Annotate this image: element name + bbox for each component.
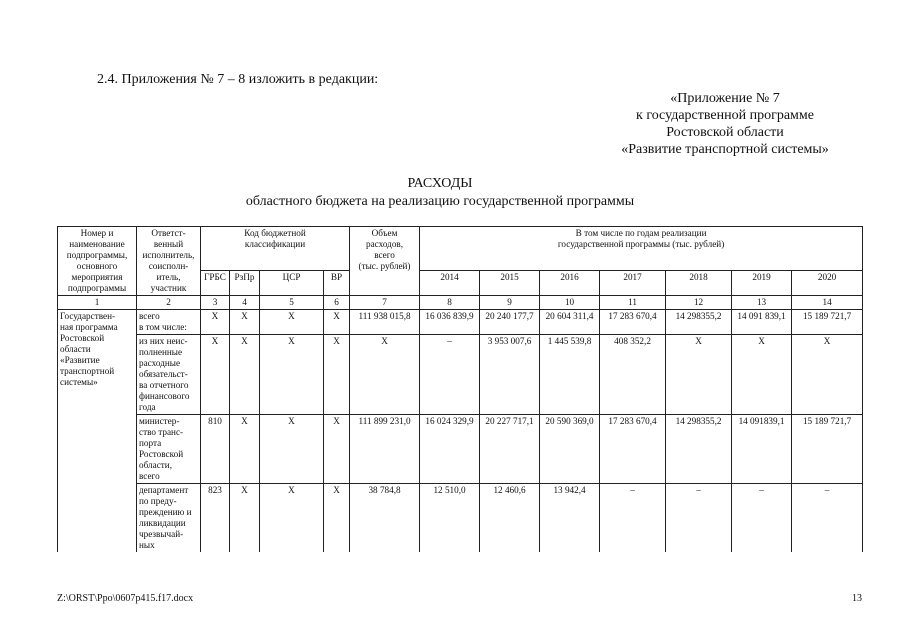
header-year-2020: 2020 bbox=[792, 271, 863, 296]
value-2015-cell: 20 227 717,1 bbox=[480, 415, 540, 484]
appendix-line-3: Ростовской области bbox=[666, 125, 784, 140]
column-number: 7 bbox=[350, 296, 420, 310]
column-number: 11 bbox=[600, 296, 666, 310]
column-number-row bbox=[58, 296, 863, 310]
total-cell: 38 784,8 bbox=[350, 484, 420, 553]
appendix-line-4: «Развитие транспортной системы» bbox=[621, 142, 829, 157]
rzpr-cell: X bbox=[230, 335, 260, 415]
header-year-2018: 2018 bbox=[666, 271, 732, 296]
table-row bbox=[58, 484, 863, 553]
rzpr-cell: X bbox=[230, 415, 260, 484]
value-2018-cell: – bbox=[666, 484, 732, 553]
value-2018-cell: 14 298355,2 bbox=[666, 310, 732, 335]
value-2014-cell: – bbox=[420, 335, 480, 415]
value-2015-cell: 20 240 177,7 bbox=[480, 310, 540, 335]
table-row bbox=[58, 310, 863, 335]
header-rzpr: РзПр bbox=[230, 271, 260, 296]
value-2019-cell: – bbox=[732, 484, 792, 553]
document-title bbox=[140, 175, 740, 211]
csr-cell: X bbox=[260, 310, 324, 335]
column-number: 1 bbox=[58, 296, 137, 310]
header-year-2016: 2016 bbox=[540, 271, 600, 296]
table-row bbox=[58, 415, 863, 484]
header-volume: Объем расходов, всего (тыс. рублей) bbox=[350, 227, 420, 296]
appendix-header bbox=[560, 90, 890, 158]
appendix-line-2: к государственной программе bbox=[636, 108, 814, 123]
budget-table bbox=[57, 226, 863, 552]
header-row-1 bbox=[58, 227, 863, 271]
rzpr-cell: X bbox=[230, 484, 260, 553]
total-cell: 111 938 015,8 bbox=[350, 310, 420, 335]
column-number: 6 bbox=[324, 296, 350, 310]
value-2016-cell: 20 590 369,0 bbox=[540, 415, 600, 484]
header-year-2015: 2015 bbox=[480, 271, 540, 296]
value-2018-cell: 14 298355,2 bbox=[666, 415, 732, 484]
executor-cell: министер- ство транс- порта Ростовской области, всего bbox=[137, 415, 201, 484]
column-number: 4 bbox=[230, 296, 260, 310]
value-2019-cell: 14 091 839,1 bbox=[732, 310, 792, 335]
total-cell: 111 899 231,0 bbox=[350, 415, 420, 484]
value-2014-cell: 12 510,0 bbox=[420, 484, 480, 553]
vr-cell: X bbox=[324, 310, 350, 335]
vr-cell: X bbox=[324, 335, 350, 415]
column-number: 2 bbox=[137, 296, 201, 310]
column-number: 5 bbox=[260, 296, 324, 310]
title-sub: областного бюджета на реализацию государственной программы bbox=[245, 194, 635, 209]
column-number: 3 bbox=[201, 296, 230, 310]
file-path: Z:\ORST\Ppo\0607p415.f17.docx bbox=[57, 593, 194, 604]
value-2019-cell: X bbox=[732, 335, 792, 415]
csr-cell: X bbox=[260, 415, 324, 484]
title-main: РАСХОДЫ bbox=[407, 176, 473, 191]
column-number: 8 bbox=[420, 296, 480, 310]
header-vr: ВР bbox=[324, 271, 350, 296]
grbs-cell: X bbox=[201, 335, 230, 415]
value-2020-cell: 15 189 721,7 bbox=[792, 415, 863, 484]
value-2020-cell: 15 189 721,7 bbox=[792, 310, 863, 335]
vr-cell: X bbox=[324, 415, 350, 484]
intro-text: 2.4. Приложения № 7 – 8 изложить в редакции: bbox=[97, 72, 379, 87]
header-year-2019: 2019 bbox=[732, 271, 792, 296]
header-budget-code: Код бюджетной классификации bbox=[201, 227, 350, 271]
value-2015-cell: 12 460,6 bbox=[480, 484, 540, 553]
grbs-cell: X bbox=[201, 310, 230, 335]
value-2020-cell: X bbox=[792, 335, 863, 415]
header-csr: ЦСР bbox=[260, 271, 324, 296]
column-number: 9 bbox=[480, 296, 540, 310]
appendix-line-1: «Приложение № 7 bbox=[670, 91, 780, 106]
value-2018-cell: X bbox=[666, 335, 732, 415]
header-executor: Ответст- венный исполнитель, соисполн- итель, участник bbox=[137, 227, 201, 296]
value-2016-cell: 13 942,4 bbox=[540, 484, 600, 553]
column-number: 14 bbox=[792, 296, 863, 310]
value-2019-cell: 14 091839,1 bbox=[732, 415, 792, 484]
column-number: 13 bbox=[732, 296, 792, 310]
table-row bbox=[58, 335, 863, 415]
value-2017-cell: 17 283 670,4 bbox=[600, 415, 666, 484]
page-number: 13 bbox=[852, 593, 862, 604]
value-2014-cell: 16 036 839,9 bbox=[420, 310, 480, 335]
value-2016-cell: 20 604 311,4 bbox=[540, 310, 600, 335]
csr-cell: X bbox=[260, 335, 324, 415]
value-2017-cell: 408 352,2 bbox=[600, 335, 666, 415]
value-2014-cell: 16 024 329,9 bbox=[420, 415, 480, 484]
column-number: 12 bbox=[666, 296, 732, 310]
header-program-name: Номер и наименование подпрограммы, основного мероприятия подпрограммы bbox=[58, 227, 137, 296]
value-2017-cell: 17 283 670,4 bbox=[600, 310, 666, 335]
grbs-cell: 823 bbox=[201, 484, 230, 553]
rzpr-cell: X bbox=[230, 310, 260, 335]
program-name-cell: Государствен- ная программа Ростовской области «Развитие транспортной системы» bbox=[58, 310, 137, 553]
total-cell: X bbox=[350, 335, 420, 415]
grbs-cell: 810 bbox=[201, 415, 230, 484]
header-by-years: В том числе по годам реализации государственной программы (тыс. рублей) bbox=[420, 227, 863, 271]
header-grbs: ГРБС bbox=[201, 271, 230, 296]
value-2020-cell: – bbox=[792, 484, 863, 553]
csr-cell: X bbox=[260, 484, 324, 553]
executor-cell: всего в том числе: bbox=[137, 310, 201, 335]
executor-cell: из них неис- полненные расходные обязательст- ва отчетного финансового года bbox=[137, 335, 201, 415]
value-2015-cell: 3 953 007,6 bbox=[480, 335, 540, 415]
vr-cell: X bbox=[324, 484, 350, 553]
value-2017-cell: – bbox=[600, 484, 666, 553]
header-year-2014: 2014 bbox=[420, 271, 480, 296]
value-2016-cell: 1 445 539,8 bbox=[540, 335, 600, 415]
header-year-2017: 2017 bbox=[600, 271, 666, 296]
column-number: 10 bbox=[540, 296, 600, 310]
executor-cell: департамент по преду- преждению и ликвидации чрезвычай- ных bbox=[137, 484, 201, 553]
